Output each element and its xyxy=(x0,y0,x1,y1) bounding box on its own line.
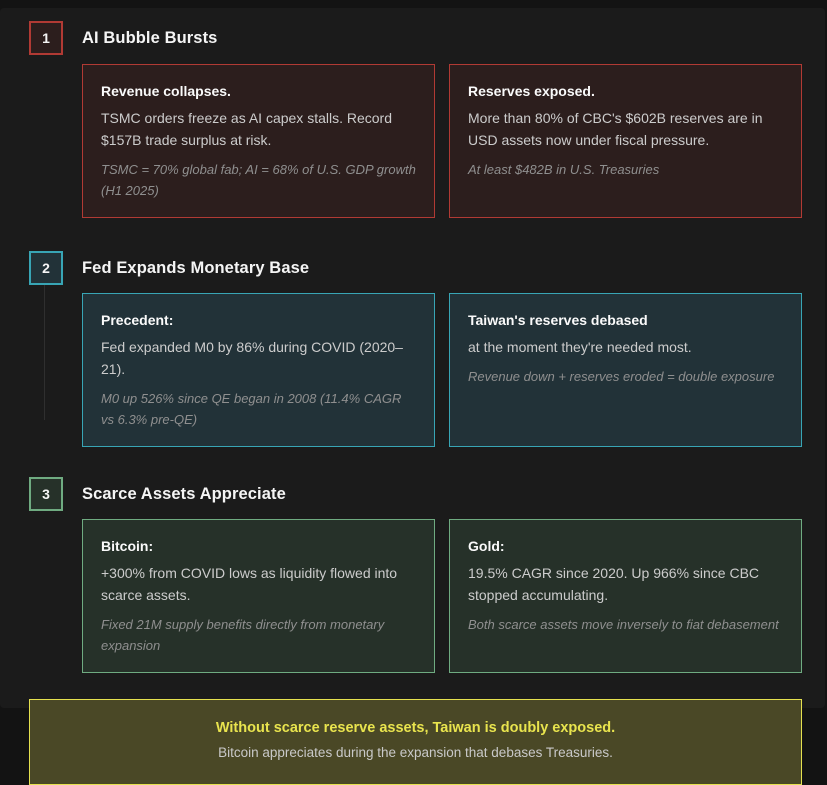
section-header xyxy=(29,251,802,285)
section-header xyxy=(29,21,802,55)
card-body: Fed expanded M0 by 86% during COVID (2020–21). xyxy=(101,339,403,377)
step-number-badge xyxy=(29,477,63,511)
card-title: Bitcoin: xyxy=(101,538,154,554)
section-cards xyxy=(82,64,802,218)
card-gold xyxy=(449,519,802,673)
card-reserves-debased xyxy=(449,293,802,447)
step-number: 2 xyxy=(42,260,50,276)
section-title: AI Bubble Bursts xyxy=(82,28,218,47)
card-note: M0 up 526% since QE began in 2008 (11.4% CAGR vs 6.3% pre-QE) xyxy=(101,391,402,427)
card-title: Revenue collapses. xyxy=(101,83,231,99)
infographic-content xyxy=(29,8,802,785)
section-title: Fed Expands Monetary Base xyxy=(82,258,310,277)
card-reserves-exposed xyxy=(449,64,802,218)
card-body: at the moment they're needed most. xyxy=(468,339,692,355)
card-body: More than 80% of CBC's $602B reserves are in USD assets now under fiscal pressure. xyxy=(468,110,763,148)
section-fed-expands xyxy=(29,251,802,447)
step-number-badge xyxy=(29,21,63,55)
section-header xyxy=(29,477,802,511)
section-ai-bubble xyxy=(29,21,802,218)
summary-title: Without scarce reserve assets, Taiwan is doubly exposed. xyxy=(215,720,616,736)
card-title: Gold: xyxy=(468,538,505,554)
card-body: 19.5% CAGR since 2020. Up 966% since CBC stopped accumulating. xyxy=(468,565,760,603)
card-title: Precedent: xyxy=(101,312,174,328)
card-title: Reserves exposed. xyxy=(468,83,595,99)
card-revenue-collapses xyxy=(82,64,435,218)
section-scarce-assets xyxy=(29,477,802,673)
card-note: Revenue down + reserves eroded = double exposure xyxy=(468,369,775,384)
card-body: +300% from COVID lows as liquidity flowed into scarce assets. xyxy=(101,565,398,603)
section-title: Scarce Assets Appreciate xyxy=(82,484,286,503)
card-note: TSMC = 70% global fab; AI = 68% of U.S. GDP growth (H1 2025) xyxy=(101,162,416,198)
card-note: Fixed 21M supply benefits directly from monetary expansion xyxy=(101,617,385,653)
section-cards xyxy=(82,519,802,673)
summary-callout xyxy=(29,699,802,785)
step-number: 3 xyxy=(42,486,50,502)
step-number: 1 xyxy=(42,30,50,46)
summary-subtitle: Bitcoin appreciates during the expansion that debases Treasuries. xyxy=(218,745,613,760)
card-note: Both scarce assets move inversely to fiat debasement xyxy=(468,617,779,632)
card-title: Taiwan's reserves debased xyxy=(468,312,648,328)
card-bitcoin xyxy=(82,519,435,673)
infographic-panel xyxy=(0,8,825,760)
section-cards xyxy=(82,293,802,447)
card-precedent xyxy=(82,293,435,447)
card-body: TSMC orders freeze as AI capex stalls. Record $157B trade surplus at risk. xyxy=(101,110,392,148)
card-note: At least $482B in U.S. Treasuries xyxy=(468,162,660,177)
step-number-badge xyxy=(29,251,63,285)
